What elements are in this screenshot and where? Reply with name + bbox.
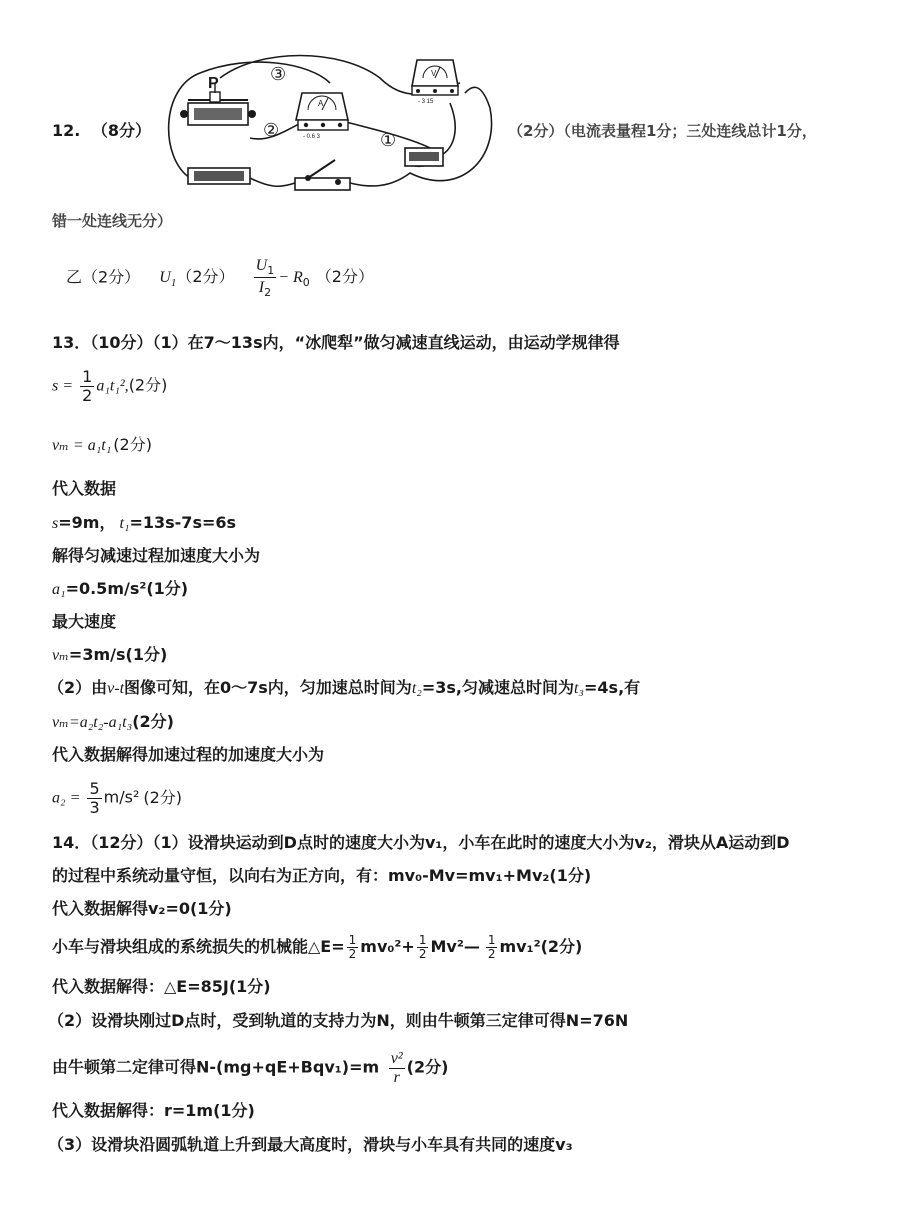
- q12-answer-3: $\frac{U_1}{I_2}$ − $R_0$ （2分）: [255, 257, 374, 300]
- q12-note-continued: 错一处连线无分）: [52, 212, 173, 230]
- resistor-box: [188, 168, 250, 184]
- q12-label: 12.: [52, 121, 81, 140]
- q14-line8: 代入数据解得：r=1m(1分): [52, 1101, 255, 1120]
- label-circle-1: ①: [380, 130, 397, 150]
- q14-line9: （3）设滑块沿圆弧轨道上升到最大高度时，滑块与小车具有共同的速度v₃: [48, 1135, 573, 1154]
- ammeter-ticks: - 0.6 3: [303, 134, 321, 140]
- q13-eq3: vₘ=a₂t₂-a₁t₃(2分): [52, 712, 174, 731]
- q13-vm: vₘ=3m/s(1分): [52, 645, 168, 664]
- switch: [295, 160, 350, 190]
- q12-note: （2分）（电流表量程1分；三处连线总计1分，: [508, 122, 817, 140]
- q14-line1: 14．（12分）（1）设滑块运动到D点时的速度大小为v₁，小车在此时的速度大小为v₂，滑块从A运动到D: [52, 833, 790, 852]
- q13-a2: a₂ = $\frac{5}{3}$ m/s² (2分): [52, 779, 183, 817]
- q13-maxv: 最大速度: [52, 612, 117, 631]
- q13-solve-a2: 代入数据解得加速过程的加速度大小为: [52, 745, 325, 764]
- q13-substitute: 代入数据: [52, 479, 117, 498]
- q13-eq1: s = $\frac{1}{2}$ a₁t₁²,(2分): [52, 367, 168, 405]
- battery: [405, 148, 443, 166]
- circuit-diagram: [160, 48, 500, 198]
- label-circle-3: ③: [270, 64, 287, 84]
- q12-fraction: $\frac{U_1}{I_2}$: [255, 257, 275, 300]
- q13-a1: a₁=0.5m/s²(1分): [52, 579, 189, 598]
- q14-line3: 代入数据解得v₂=0(1分): [52, 899, 232, 918]
- ammeter-symbol: A: [318, 99, 324, 108]
- q12-score: （8分）: [91, 121, 152, 140]
- q13-data: s=9m， t₁=13s-7s=6s: [52, 513, 237, 532]
- q13-solve-a1: 解得匀减速过程加速度大小为: [52, 546, 261, 565]
- q12-answer-2: $U_1(2$分）: [159, 267, 235, 290]
- voltmeter-ticks: - 3 15: [418, 99, 434, 105]
- q12-answers: [66, 256, 374, 300]
- q13-part2: （2）由v-t图像可知，在0～7s内，匀加速总时间为t₂=3s,匀减速总时间为t₃=4s,有: [48, 678, 641, 697]
- wire-bottom: [250, 87, 492, 186]
- q14-line6: （2）设滑块刚过D点时，受到轨道的支持力为N，则由牛顿第三定律可得N=76N: [48, 1011, 629, 1030]
- q14-line7: 由牛顿第二定律可得N-(mg+qE+Bqv₁)=m $\frac{\text{v²}}{r}$ (2分): [52, 1050, 449, 1086]
- voltmeter-symbol: V: [431, 69, 437, 78]
- label-p: P: [208, 75, 219, 92]
- q14-line5: 代入数据解得：△E=85J(1分): [52, 977, 271, 996]
- q14-line4: 小车与滑块组成的系统损失的机械能△E= $\frac{1}{2}$ mv₀²+ $\frac{1}{2}$ Mv²— $\frac{1}{2}$ mv₁²(2分): [52, 933, 583, 962]
- q12-header: [52, 120, 151, 142]
- q13-eq2: vₘ = a₁t₁ (2分): [52, 435, 152, 454]
- label-circle-2: ②: [263, 120, 280, 140]
- q12-answer-1: 乙（2分）: [66, 267, 141, 287]
- q14-line2: 的过程中系统动量守恒，以向右为正方向，有：mv₀-Mv=mv₁+Mv₂(1分): [52, 866, 592, 885]
- q13-header: 13．（10分）（1）在7～13s内，“冰爬犁”做匀减速直线运动，由运动学规律得: [52, 333, 620, 352]
